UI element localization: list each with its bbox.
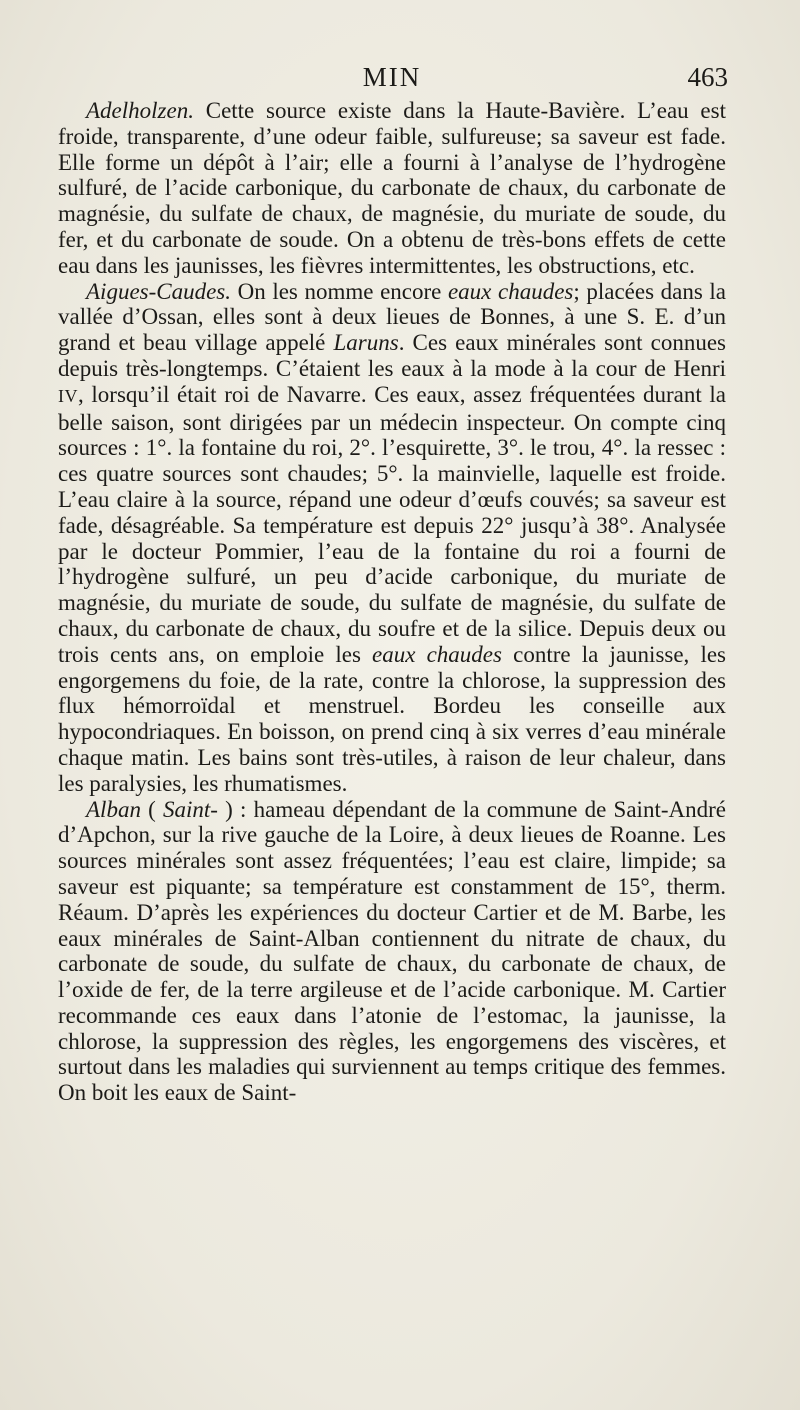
page-number: 463 bbox=[687, 62, 728, 92]
entry-text: ) : bbox=[217, 796, 247, 822]
entry-adelholzen bbox=[58, 98, 726, 279]
entry-alban bbox=[58, 797, 726, 1107]
entry-term-qualifier: Saint- bbox=[163, 796, 218, 822]
entry-text: ; placées dans la vallée d’Ossan, elles sont à deux lieues de Bonnes, à une S. E. d’un grand et beau village appelé bbox=[58, 278, 726, 356]
emphasis-text: eaux chaudes bbox=[372, 641, 502, 667]
entry-term: Adelholzen. bbox=[86, 98, 194, 123]
entry-text: contre la jaunisse, les engorgemens du foie, de la rate, contre la chlorose, la suppression des flux hémorroïdal et menstruel. Bordeu les conseille aux hypocondriaques. En boisson, on prend cinq à six verres d’eau minérale chaque matin. Les bains sont très-utiles, à raison de leur chaleur, dans les paralysies, les rhumatismes. bbox=[58, 641, 726, 796]
entry-text: Cette source existe dans la Haute-Bavière. L’eau est froide, transparente, d’une odeur faible, sulfureuse; sa saveur est fade. Elle forme un dépôt à l’air; elle a fourni à l’analyse de l’hydrogène sulfuré, de l’acide carbonique, du carbonate de chaux, du carbonate de magnésie, du sulfate de chaux, de magnésie, du muriate de soude, du fer, et du carbonate de soude. On a obtenu de très-bons effets de cette eau dans les jaunisses, les fièvres intermittentes, les obstructions, etc. bbox=[58, 98, 726, 278]
page-header bbox=[56, 62, 728, 98]
entry-text: hameau dépendant de la commune de Saint-André d’Apchon, sur la rive gauche de la Loire, à deux lieues de Roanne. Les sources minérales sont assez fréquentées; l’eau est claire, limpide; sa saveur est piquante; sa température est constamment de 15°, therm. Réaum. D’après les expériences du docteur Cartier et de M. Barbe, les eaux minérales de Saint-Alban contiennent du nitrate de chaux, du carbonate de soude, du sulfate de chaux, du carbonate de chaux, de l’oxide de fer, de la terre argileuse et de l’acide carbonique. M. Cartier recommande ces eaux dans l’atonie de l’estomac, la jaunisse, la chlorose, la suppression des règles, les engorgemens des viscères, et surtout dans les maladies qui surviennent au temps critique des femmes. On boit les eaux de Saint- bbox=[58, 796, 726, 1106]
entry-text: ( bbox=[140, 796, 164, 822]
emphasis-text: Laruns bbox=[333, 330, 399, 356]
running-head: MIN bbox=[362, 62, 422, 92]
body-text bbox=[58, 98, 726, 1106]
emphasis-text: eaux chaudes bbox=[447, 278, 574, 304]
entry-term: Alban bbox=[86, 796, 141, 822]
entry-text: On les nomme encore bbox=[231, 278, 448, 304]
roman-numeral: IV bbox=[58, 385, 78, 406]
entry-text: , lorsqu’il était roi de Navarre. Ces eaux, assez fréquentées durant la belle saison, sont dirigées par un médecin inspecteur. On compte cinq sources : 1°. la fontaine du roi, 2°. l’esquirette, 3°. le trou, 4°. la ressec : ces quatre sources sont chaudes; 5°. la mainvielle, laquelle est froide. L’eau claire à la source, répand une odeur d’œufs couvés; sa saveur est fade, désagréable. Sa température est depuis 22° jusqu’à 38°. Analysée par le docteur Pommier, l’eau de la fontaine du roi a fourni de l’hydrogène sulfuré, un peu d’acide carbonique, du muriate de magnésie, du muriate de soude, du sulfate de magnésie, du sulfate de chaux, du carbonate de chaux, du soufre et de la silice. Depuis deux ou trois cents ans, on emploie les bbox=[58, 381, 726, 667]
entry-term: Aigues-Caudes. bbox=[86, 278, 232, 304]
entry-aigues-caudes bbox=[58, 279, 726, 797]
entry-text: . Ces eaux minérales sont connues depuis très-longtemps. C’étaient les eaux à la mode à la cour de Henri bbox=[58, 330, 726, 381]
